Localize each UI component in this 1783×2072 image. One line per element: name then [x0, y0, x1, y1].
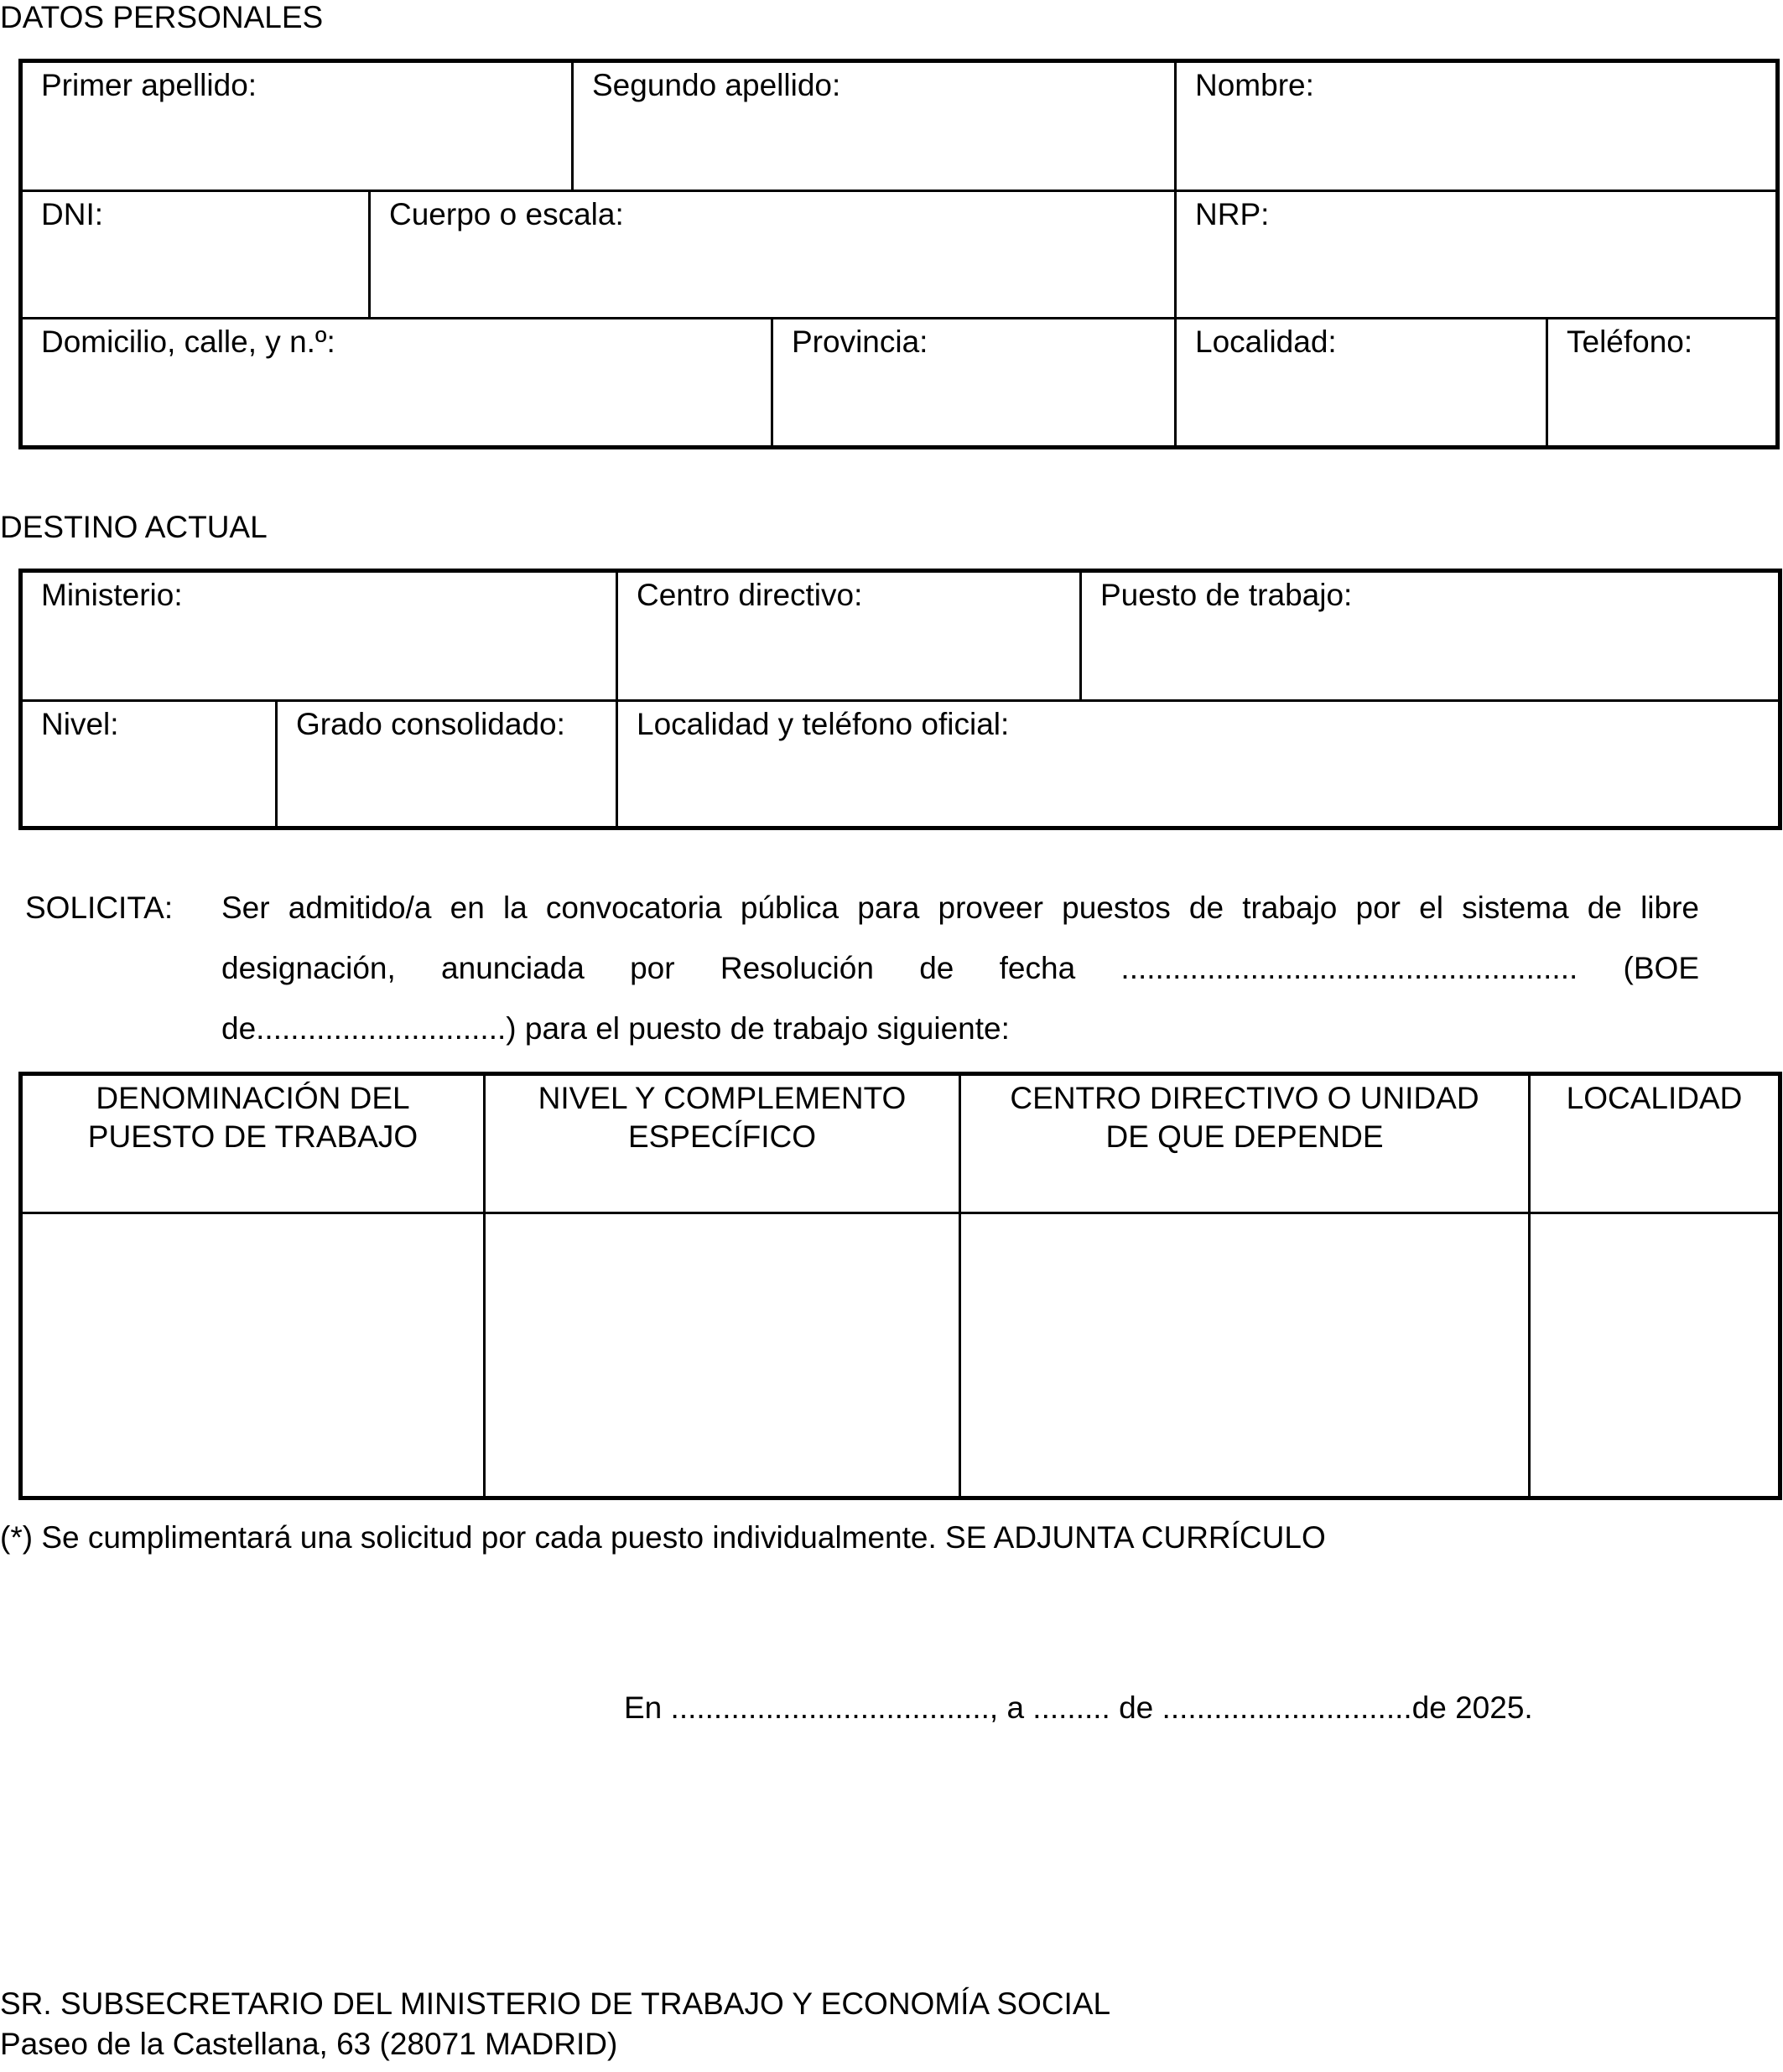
header-line: ESPECÍFICO: [627, 1119, 817, 1154]
header-line: LOCALIDAD: [1566, 1081, 1743, 1115]
field-nivel[interactable]: [23, 702, 275, 826]
field-cuerpo-escala[interactable]: [371, 192, 1174, 317]
field-localidad[interactable]: [1177, 319, 1546, 445]
puestos-table: [18, 1072, 1782, 1500]
table-header-nivel-complemento: [486, 1076, 959, 1212]
field-domicilio[interactable]: [23, 319, 771, 445]
table-header-centro-directivo: [961, 1076, 1528, 1212]
field-label: DNI:: [41, 197, 103, 231]
solicita-label: SOLICITA:: [25, 891, 174, 925]
field-label: Provincia:: [792, 325, 928, 359]
field-label: Nivel:: [41, 707, 119, 741]
note-text: (*) Se cumplimentará una solicitud por cada puesto individualmente. SE ADJUNTA CURRÍCULO: [0, 1520, 1326, 1555]
addressee-line-2: Paseo de la Castellana, 63 (28071 MADRID): [0, 2027, 618, 2061]
destino-box: [18, 569, 1782, 830]
table-cell-denominacion[interactable]: [23, 1214, 483, 1496]
field-label: NRP:: [1195, 197, 1270, 231]
field-centro-directivo[interactable]: [618, 573, 1079, 699]
field-nrp[interactable]: [1177, 192, 1775, 317]
field-label: Segundo apellido:: [592, 68, 841, 102]
field-label: Localidad:: [1195, 325, 1337, 359]
field-label: Nombre:: [1195, 68, 1314, 102]
field-primer-apellido[interactable]: [23, 63, 571, 190]
addressee-line-1: SR. SUBSECRETARIO DEL MINISTERIO DE TRABAJO Y ECONOMÍA SOCIAL: [0, 1986, 1111, 2021]
header-line: DENOMINACIÓN DEL: [96, 1081, 410, 1115]
field-label: Grado consolidado:: [296, 707, 565, 741]
field-localidad-telefono-oficial[interactable]: [618, 702, 1778, 826]
header-line: CENTRO DIRECTIVO O UNIDAD: [1010, 1081, 1479, 1115]
field-label: Localidad y teléfono oficial:: [637, 707, 1010, 741]
field-ministerio[interactable]: [23, 573, 616, 699]
table-header-denominacion: [23, 1076, 483, 1212]
field-label: Puesto de trabajo:: [1100, 578, 1353, 612]
field-label: Ministerio:: [41, 578, 183, 612]
field-dni[interactable]: [23, 192, 368, 317]
header-line: PUESTO DE TRABAJO: [87, 1119, 418, 1154]
field-provincia[interactable]: [773, 319, 1174, 445]
table-cell-localidad[interactable]: [1531, 1214, 1778, 1496]
header-line: DE QUE DEPENDE: [1105, 1119, 1384, 1154]
section-title-destino: DESTINO ACTUAL: [0, 510, 268, 544]
field-label: Teléfono:: [1567, 325, 1693, 359]
table-cell-nivel-complemento[interactable]: [486, 1214, 959, 1496]
field-label: Primer apellido:: [41, 68, 257, 102]
solicita-line-3: de.............................) para el puesto de trabajo siguiente:: [221, 1011, 1010, 1046]
field-telefono[interactable]: [1548, 319, 1775, 445]
field-label: Centro directivo:: [637, 578, 863, 612]
table-header-localidad: [1531, 1076, 1778, 1212]
header-line: NIVEL Y COMPLEMENTO: [538, 1081, 907, 1115]
date-line: En ....................................., a ......... de .............................de 2025.: [624, 1690, 1533, 1725]
field-segundo-apellido[interactable]: [574, 63, 1174, 190]
field-label: Domicilio, calle, y n.º:: [41, 325, 335, 359]
field-grado-consolidado[interactable]: [278, 702, 616, 826]
field-puesto-trabajo[interactable]: [1082, 573, 1778, 699]
field-label: Cuerpo o escala:: [389, 197, 624, 231]
personal-data-box: [18, 59, 1780, 449]
table-cell-centro-directivo[interactable]: [961, 1214, 1528, 1496]
solicita-line-2: designación, anunciada por Resolución de fecha ..................................................... (BOE: [221, 951, 1699, 985]
section-title-personal: DATOS PERSONALES: [0, 0, 324, 34]
solicita-line-1: Ser admitido/a en la convocatoria pública para proveer puestos de trabajo por el sistema de libre: [221, 891, 1699, 925]
field-nombre[interactable]: [1177, 63, 1775, 190]
